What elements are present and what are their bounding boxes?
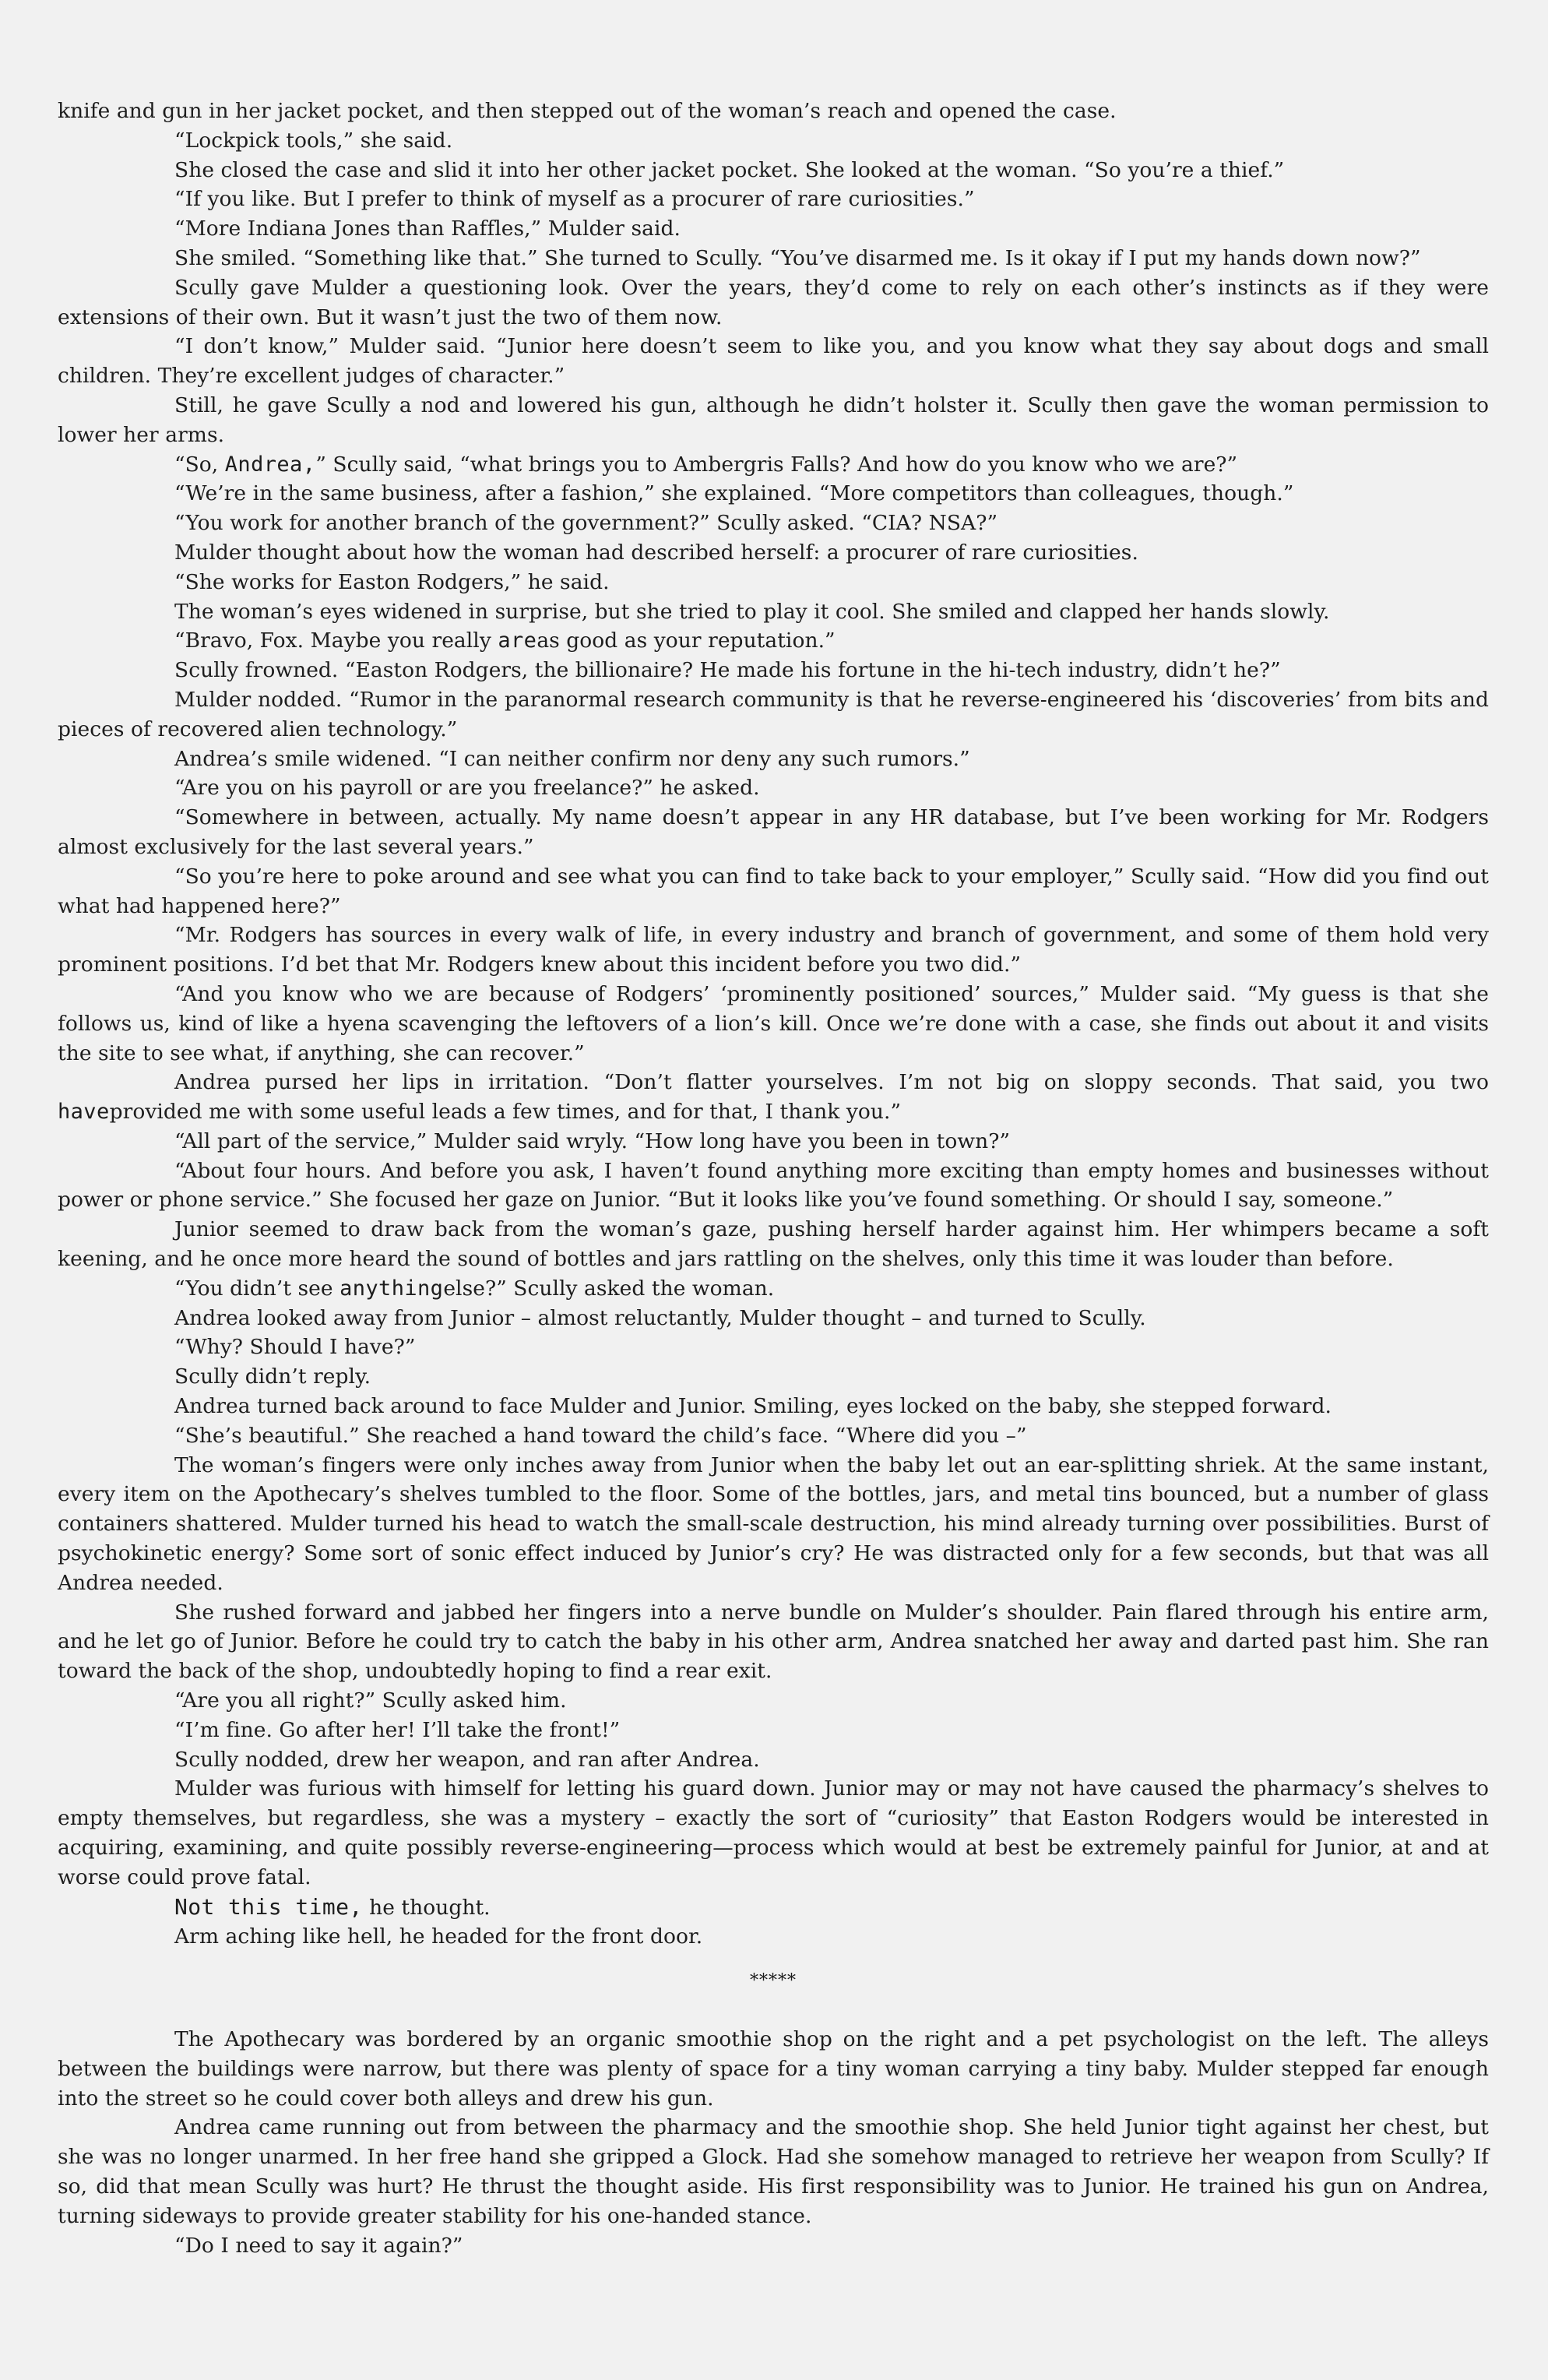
paragraph-text: else?” Scully asked the woman. xyxy=(443,1276,775,1301)
paragraph: She smiled. “Something like that.” She turned to Scully. “You’ve disarmed me. Is it okay if I put my hands down now?” xyxy=(174,245,1421,270)
paragraph: “Mr. Rodgers has sources in every walk of life, in every industry and branch of government, and some of them hold very prominent positions. I’d bet that Mr. Rodgers knew about this incident before you two did.” xyxy=(58,923,1489,977)
paragraph: The woman’s eyes widened in surprise, but she tried to play it cool. She smiled and clapped her hands slowly. xyxy=(174,599,1330,624)
paragraph: “She’s beautiful.” She reached a hand toward the child’s face. “Where did you –” xyxy=(174,1423,1027,1448)
paragraph: “If you like. But I prefer to think of myself as a procurer of rare curiosities.” xyxy=(174,187,975,212)
paragraph-text: Andrea pursed her lips in irritation. “Don’t flatter yourselves. I’m not big on sloppy seconds. That said, you two xyxy=(174,1070,1489,1095)
paragraph: “So you’re here to poke around and see what you can find to take back to your employer,” Scully said. “How did you find out what had happened here?” xyxy=(58,864,1489,918)
paragraph xyxy=(58,1068,1489,1127)
emphasis-text: anything xyxy=(340,1276,444,1301)
paragraph-text: ” Scully said, “what brings you to Ambergris Falls? And how do you know who we are?” xyxy=(315,452,1238,477)
paragraph: Scully frowned. “Easton Rodgers, the billionaire? He made his fortune in the hi-tech industry, didn’t he?” xyxy=(174,658,1281,683)
paragraph: Mulder nodded. “Rumor in the paranormal research community is that he reverse-engineered his ‘discoveries’ from bits and pieces of recovered alien technology.” xyxy=(58,687,1489,741)
paragraph: She closed the case and slid it into her other jacket pocket. She looked at the woman. “So you’re a thief.” xyxy=(174,157,1285,182)
emphasis-text: are xyxy=(498,628,537,653)
paragraph: “Why? Should I have?” xyxy=(174,1335,416,1360)
paragraph: Andrea’s smile widened. “I can neither confirm nor deny any such rumors.” xyxy=(174,746,970,771)
paragraph: The woman’s fingers were only inches away from Junior when the baby let out an ear-splitting shriek. At the same instant, every item on the Apothecary’s shelves tumbled to the floor. Some of the bottles, jars, and metal tins bounced, but a number of glass containers shattered. Mulder turned his head to watch the small-scale destruction, his mind already turning over possibilities. Burst of psychokinetic energy? Some sort of sonic effect induced by Junior’s cry? He was distracted only for a few seconds, but that was all Andrea needed. xyxy=(58,1452,1489,1595)
paragraph: Arm aching like hell, he headed for the front door. xyxy=(174,1924,703,1949)
paragraph: Scully didn’t reply. xyxy=(174,1364,371,1389)
paragraph: The Apothecary was bordered by an organic smoothie shop on the right and a pet psychologist on the left. The alleys between the buildings were narrow, but there was plenty of space for a tiny woman carrying a tiny baby. Mulder stepped far enough into the street so he could cover both alleys and drew his gun. xyxy=(58,2027,1489,2111)
paragraph: “I don’t know,” Mulder said. “Junior here doesn’t seem to like you, and you know what they say about dogs and small children. They’re excellent judges of character.” xyxy=(58,334,1489,389)
paragraph: “About four hours. And before you ask, I haven’t found anything more exciting than empty homes and businesses without power or phone service.” She focused her gaze on Junior. “But it looks like you’ve found something. Or should I say, someone.” xyxy=(58,1158,1489,1213)
paragraph-text: “You didn’t see xyxy=(174,1276,340,1301)
paragraph xyxy=(58,1892,1489,1923)
paragraph: “All part of the service,” Mulder said wryly. “How long have you been in town?” xyxy=(174,1128,1011,1153)
paragraph: “We’re in the same business, after a fashion,” she explained. “More competitors than colleagues, though.” xyxy=(174,481,1294,506)
paragraph: Mulder was furious with himself for letting his guard down. Junior may or may not have caused the pharmacy’s shelves to empty themselves, but regardless, she was a mystery – exactly the sort of “curiosity” that Easton Rodgers would be interested in acquiring, examining, and quite possibly reverse-engineering—process which would at best be extremely painful for Junior, at and at worse could prove fatal. xyxy=(58,1776,1489,1889)
emphasis-text: Not this time, xyxy=(174,1893,363,1920)
paragraph: Scully nodded, drew her weapon, and ran after Andrea. xyxy=(174,1747,760,1772)
paragraph-text: provided me with some useful leads a few times, and for that, I thank you.” xyxy=(109,1100,902,1125)
paragraph: Still, he gave Scully a nod and lowered his gun, although he didn’t holster it. Scully then gave the woman permission to lower her arms. xyxy=(58,393,1489,447)
paragraph: “Somewhere in between, actually. My name doesn’t appear in any HR database, but I’ve been working for Mr. Rodgers almost exclusively for the last several years.” xyxy=(58,805,1489,859)
paragraph: “More Indiana Jones than Raffles,” Mulder said. xyxy=(174,217,681,241)
paragraph: “Do I need to say it again?” xyxy=(174,2233,463,2258)
paragraph-text: he thought. xyxy=(369,1895,491,1920)
paragraph-text: “Bravo, Fox. Maybe you really xyxy=(174,628,498,653)
paragraph-text: as good as your reputation.” xyxy=(537,628,836,653)
paragraph: “Are you on his payroll or are you freelance?” he asked. xyxy=(174,776,760,801)
paragraph: “You work for another branch of the government?” Scully asked. “CIA? NSA?” xyxy=(174,511,998,536)
paragraph xyxy=(58,626,1489,656)
paragraph: Mulder thought about how the woman had described herself: a procurer of rare curiosities. xyxy=(174,540,1138,565)
paragraph: “I’m fine. Go after her! I’ll take the front!” xyxy=(174,1717,621,1742)
emphasis-text: Andrea, xyxy=(224,452,316,477)
paragraph: “And you know who we are because of Rodgers’ ‘prominently positioned’ sources,” Mulder said. “My guess is that she follows us, kind of like a hyena scavenging the leftovers of a lion’s kill. Once we’re done with a case, she finds out about it and visits the site to see what, if anything, she can recover.” xyxy=(58,981,1489,1065)
paragraph: Scully gave Mulder a questioning look. Over the years, they’d come to rely on each other’s instincts as if they were extensions of their own. But it wasn’t just the two of them now. xyxy=(58,275,1489,329)
paragraph: “Are you all right?” Scully asked him. xyxy=(174,1688,567,1713)
paragraph: She rushed forward and jabbed her fingers into a nerve bundle on Mulder’s shoulder. Pain flared through his entire arm, and he let go of Junior. Before he could try to catch the baby in his other arm, Andrea snatched her away and darted past him. She ran toward the back of the shop, undoubtedly hoping to find a rear exit. xyxy=(58,1600,1489,1684)
paragraph xyxy=(58,1274,1489,1304)
paragraph: Andrea came running out from between the pharmacy and the smoothie shop. She held Junior tight against her chest, but she was no longer unarmed. In her free hand she gripped a Glock. Had she somehow managed to retrieve her weapon from Scully? If so, did that mean Scully was hurt? He thrust the thought aside. His first responsibility was to Junior. He trained his gun on Andrea, turning sideways to provide greater stability for his one-handed stance. xyxy=(58,2115,1489,2228)
paragraph: Andrea turned back around to face Mulder and Junior. Smiling, eyes locked on the baby, she stepped forward. xyxy=(174,1394,1332,1419)
paragraph xyxy=(58,450,1489,480)
paragraph: “Lockpick tools,” she said. xyxy=(174,128,453,153)
section-separator: ***** xyxy=(750,1971,797,1991)
paragraph-text: “So, xyxy=(174,452,225,477)
manuscript-page xyxy=(58,97,1489,2260)
paragraph: Junior seemed to draw back from the woman’s gaze, pushing herself harder against him. Her whimpers became a soft keening, and he once more heard the sound of bottles and jars rattling on the shelves, only this time it was louder than before. xyxy=(58,1217,1489,1272)
paragraph: “She works for Easton Rodgers,” he said. xyxy=(174,569,610,594)
paragraph: Andrea looked away from Junior – almost reluctantly, Mulder thought – and turned to Scully. xyxy=(174,1305,1146,1330)
paragraph: knife and gun in her jacket pocket, and then stepped out of the woman’s reach and opened the case. xyxy=(58,99,1117,123)
emphasis-text: have xyxy=(58,1100,110,1125)
